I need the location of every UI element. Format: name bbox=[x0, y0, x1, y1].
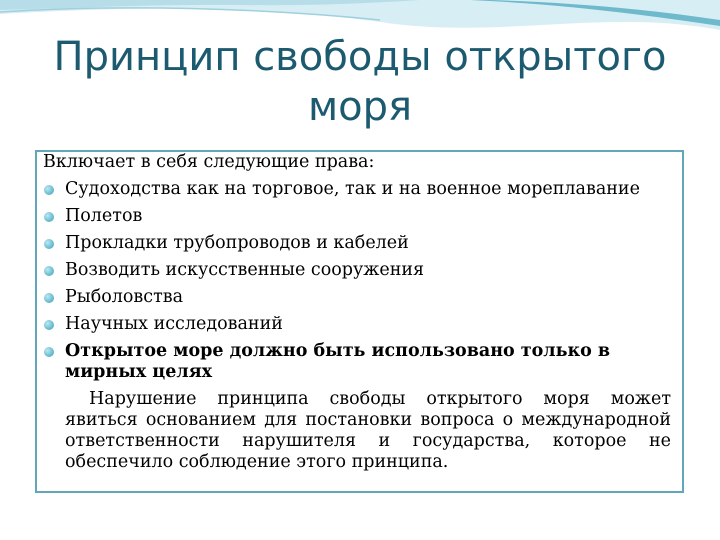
bullet-dot-icon bbox=[44, 347, 54, 357]
closing-paragraph: Нарушение принципа свободы открытого моря может явиться основанием для постановки вопроса о международной ответственности нарушителя и государства, которое не обеспечило соблюдение этого принципа. bbox=[65, 389, 671, 472]
list-item bbox=[43, 233, 671, 254]
bullet-dot-icon bbox=[44, 185, 54, 195]
list-item-label: Рыболовства bbox=[65, 287, 184, 307]
list-item bbox=[43, 287, 671, 308]
list-item bbox=[43, 314, 671, 335]
list-item bbox=[43, 179, 671, 200]
bullet-dot-icon bbox=[44, 266, 54, 276]
list-item-label: Полетов bbox=[65, 206, 143, 226]
list-item bbox=[43, 206, 671, 227]
bullet-dot-icon bbox=[44, 320, 54, 330]
slide-content bbox=[43, 152, 671, 473]
intro-text: Включает в себя следующие права: bbox=[43, 152, 375, 172]
rights-list bbox=[43, 179, 671, 383]
bullet-dot-icon bbox=[44, 293, 54, 303]
slide-title: Принцип свободы открытого моря bbox=[53, 34, 667, 130]
list-item-label: Возводить искусственные сооружения bbox=[65, 260, 425, 280]
list-item bbox=[43, 341, 671, 383]
list-item-label: Научных исследований bbox=[65, 314, 283, 334]
bullet-dot-icon bbox=[44, 239, 54, 249]
list-item-label: Прокладки трубопроводов и кабелей bbox=[65, 233, 409, 253]
list-item bbox=[43, 260, 671, 281]
bullet-dot-icon bbox=[44, 212, 54, 222]
list-item-label: Судоходства как на торговое, так и на военное мореплавание bbox=[65, 179, 640, 199]
list-item-label: Открытое море должно быть использовано только в мирных целях bbox=[65, 341, 611, 382]
